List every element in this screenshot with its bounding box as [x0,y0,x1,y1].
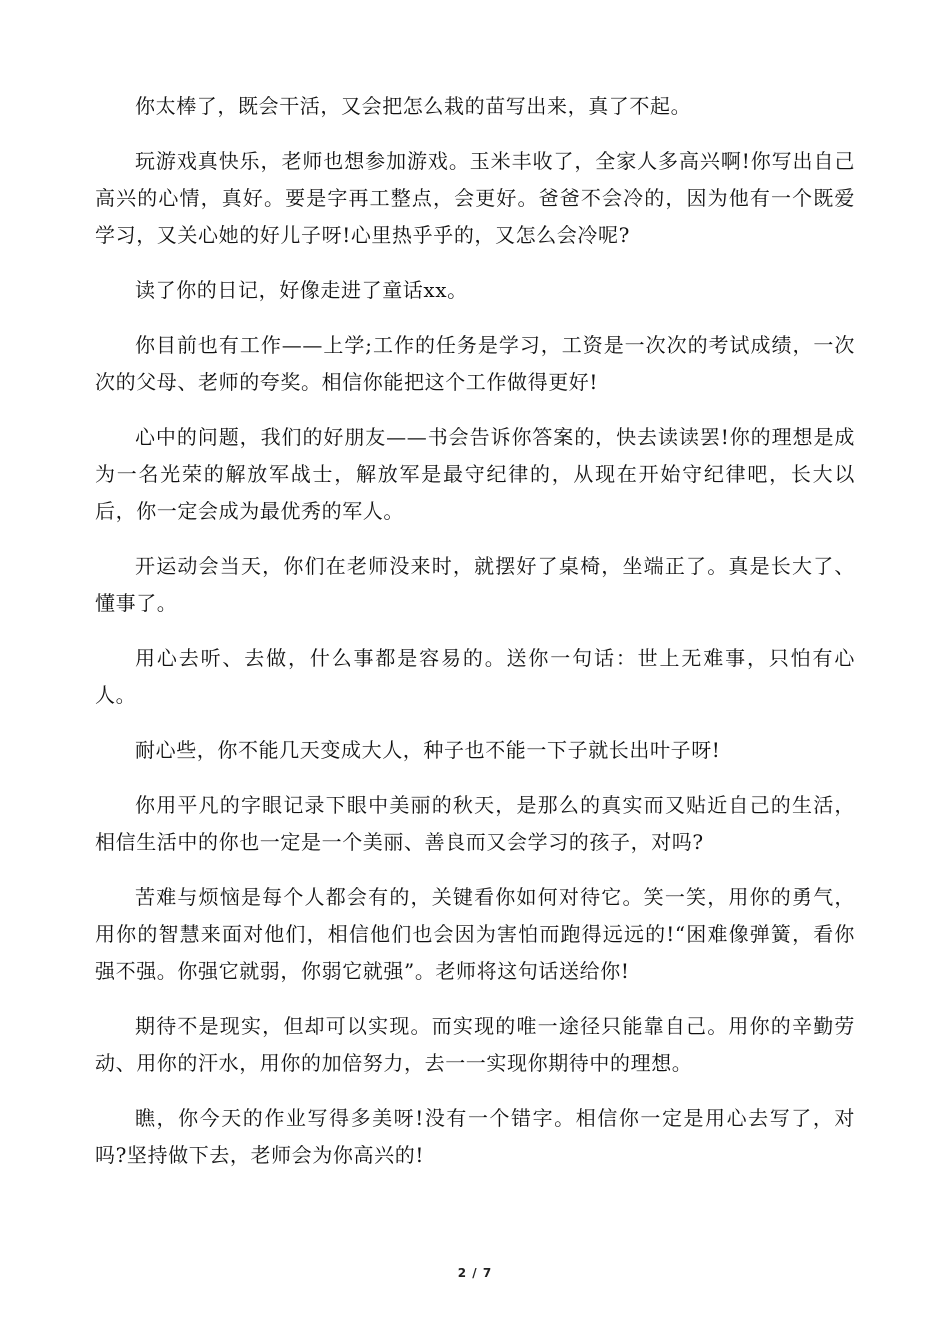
paragraph-3: 读了你的日记，好像走进了童话xx。 [135,278,468,302]
paragraph-9: 你用平凡的字眼记录下眼中美丽的秋天，是那么的真实而又贴近自己的生活，相信生活中的你也一定是一个美丽、善良而又会学习的孩子，对吗? [95,793,855,854]
paragraph-12: 瞧，你今天的作业写得多美呀!没有一个错字。相信你一定是用心去写了，对吗?坚持做下去，老师会为你高兴的! [95,1106,855,1167]
paragraph-4: 你目前也有工作——上学;工作的任务是学习，工资是一次次的考试成绩，一次次的父母、老师的夸奖。相信你能把这个工作做得更好! [95,333,855,394]
document-body [95,88,855,1192]
paragraph-7: 用心去听、去做，什么事都是容易的。送你一句话：世上无难事，只怕有心人。 [95,646,855,707]
paragraph-1: 你太棒了，既会干活，又会把怎么栽的苗写出来，真了不起。 [135,94,692,118]
paragraph-11: 期待不是现实，但却可以实现。而实现的唯一途径只能靠自己。用你的辛勤劳动、用你的汗水，用你的加倍努力，去一一实现你期待中的理想。 [95,1014,855,1075]
page-number: 2 / 7 [457,1266,493,1280]
paragraph-8: 耐心些，你不能几天变成大人，种子也不能一下子就长出叶子呀! [135,738,721,762]
paragraph-6: 开运动会当天，你们在老师没来时，就摆好了桌椅，坐端正了。真是长大了、懂事了。 [95,554,855,615]
paragraph-5: 心中的问题，我们的好朋友——书会告诉你答案的，快去读读罢!你的理想是成为一名光荣的解放军战士，解放军是最守纪律的，从现在开始守纪律吧，长大以后，你一定会成为最优秀的军人。 [95,425,855,523]
paragraph-10: 苦难与烦恼是每个人都会有的，关键看你如何对待它。笑一笑，用你的勇气，用你的智慧来面对他们，相信他们也会因为害怕而跑得远远的!“困难像弹簧，看你强不强。你强它就弱，你弱它就强”。老师将这句话送给你! [95,885,855,983]
paragraph-2: 玩游戏真快乐，老师也想参加游戏。玉米丰收了，全家人多高兴啊!你写出自己高兴的心情，真好。要是字再工整点，会更好。爸爸不会冷的，因为他有一个既爱学习，又关心她的好儿子呀!心里热乎乎的，又怎么会冷呢? [95,149,855,247]
